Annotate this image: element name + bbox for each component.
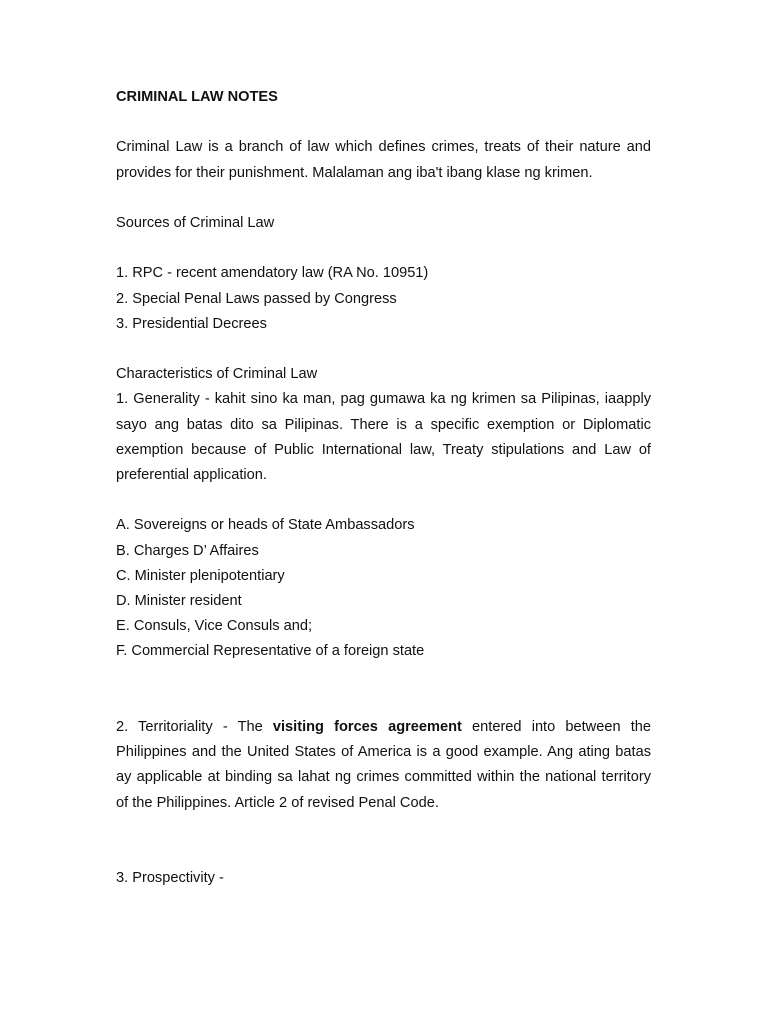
generality-paragraph: 1. Generality - kahit sino ka man, pag gumawa ka ng krimen sa Pilipinas, iaapply sayo ang batas dito sa Pilipinas. There is a specific exemption or Diplomatic exemption because of Public International law, Treaty stipulations and Law of preferential application.: [116, 391, 651, 483]
list-item: A. Sovereigns or heads of State Ambassadors: [116, 517, 415, 534]
territoriality-paragraph: [116, 715, 651, 816]
spacer: [116, 337, 651, 362]
spacer: [116, 816, 651, 866]
spacer: [116, 236, 651, 261]
document-title: CRIMINAL LAW NOTES: [116, 89, 278, 105]
characteristics-heading: Characteristics of Criminal Law: [116, 366, 318, 383]
document-page: [116, 85, 651, 891]
spacer: [116, 488, 651, 513]
territoriality-bold-term: visiting forces agreement: [272, 718, 462, 735]
list-item: C. Minister plenipotentiary: [116, 567, 285, 584]
spacer: [116, 665, 651, 715]
list-item: D. Minister resident: [116, 592, 242, 609]
list-item: B. Charges D’ Affaires: [116, 542, 259, 559]
list-item: F. Commercial Representative of a foreign state: [116, 643, 425, 660]
list-item: 1. RPC - recent amendatory law (RA No. 10951): [116, 265, 429, 282]
territoriality-rest: entered into between the Philippines and the United States of America is a good example. Ang ating batas ay applicable at binding sa lahat ng crimes committed within the national territory of the Philippines. Article 2 of revised Penal Code.: [116, 718, 651, 811]
exemptions-list: [116, 513, 651, 664]
list-item: 3. Presidential Decrees: [116, 315, 267, 332]
intro-paragraph: Criminal Law is a branch of law which defines crimes, treats of their nature and provides for their punishment. Malalaman ang iba't ibang klase ng krimen.: [116, 139, 651, 181]
sources-heading: Sources of Criminal Law: [116, 214, 275, 231]
spacer: [116, 110, 651, 135]
prospectivity-line: 3. Prospectivity -: [116, 870, 224, 887]
spacer: [116, 186, 651, 211]
list-item: 2. Special Penal Laws passed by Congress: [116, 290, 397, 307]
territoriality-lead: 2. Territoriality - The: [116, 718, 273, 735]
sources-list: [116, 261, 651, 337]
list-item: E. Consuls, Vice Consuls and;: [116, 618, 313, 635]
